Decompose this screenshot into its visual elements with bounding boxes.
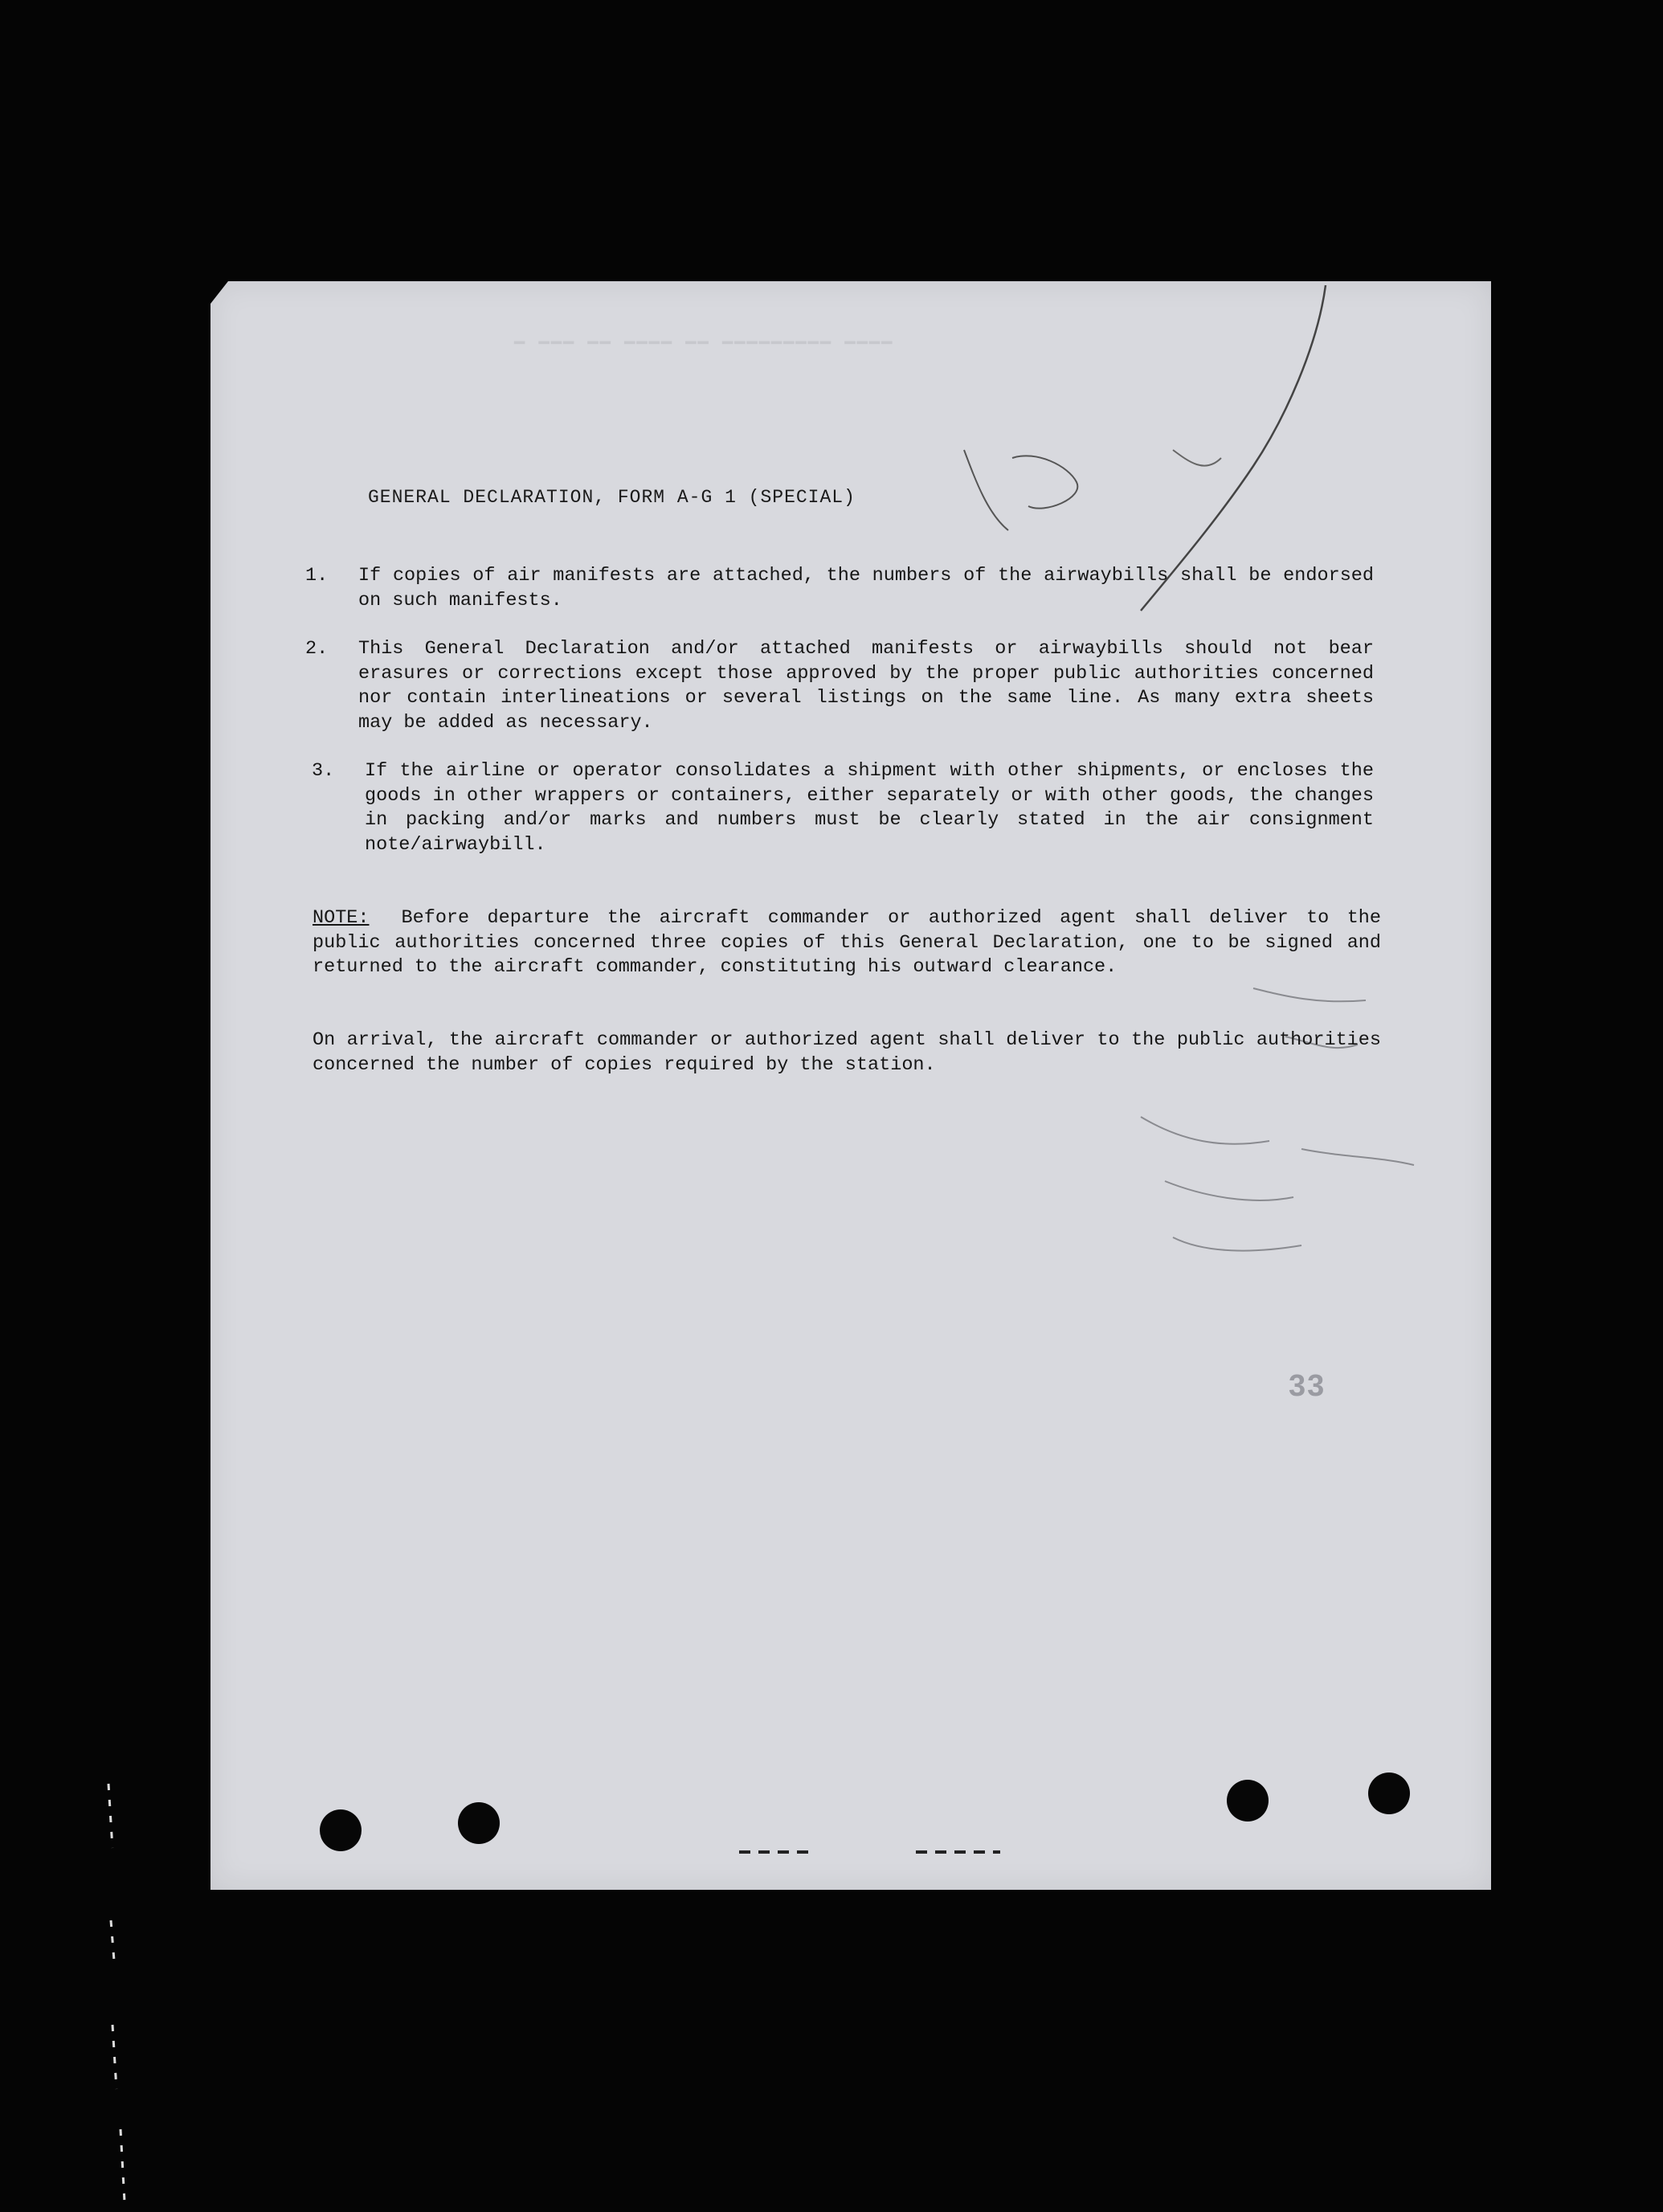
list-item-number: 2. xyxy=(305,638,329,660)
note-label: NOTE: xyxy=(313,907,370,929)
list-item-text: This General Declaration and/or attached manifests or airwaybills should not bear erasures or corrections except those approved by the proper public authorities concerned nor contain interlineations or several listings on the same line. As many extra sheets may be added as necessary. xyxy=(358,638,1374,734)
list-item-text: If the airline or operator consolidates a shipment with other shipments, or encloses the goods in other wrappers or containers, either separately or with other goods, the changes in packing and/or marks and numbers must be clearly stated in the air consignment note/airwaybill. xyxy=(365,760,1374,856)
page-number: 33 xyxy=(1289,1369,1326,1403)
list-item-text: If copies of air manifests are attached, the numbers of the airwaybills shall be endorsed on such manifests. xyxy=(358,565,1374,611)
arrival-paragraph: On arrival, the aircraft commander or authorized agent shall deliver to the public authorities concerned the number of copies required by the station. xyxy=(313,1029,1381,1076)
page-title: GENERAL DECLARATION, FORM A-G 1 (SPECIAL) xyxy=(368,487,856,508)
list-item-number: 3. xyxy=(312,760,335,782)
list-item-number: 1. xyxy=(305,565,329,587)
note-text: Before departure the aircraft commander or authorized agent shall deliver to the public authorities concerned three copies of this General Declaration, one to be signed and returned to the aircraft commander, constituting his outward clearance. xyxy=(313,907,1381,978)
bleed-through-text: ━ ━━━ ━━ ━━━━ ━━ ━━━━━━━━━ ━━━━ xyxy=(514,334,894,354)
